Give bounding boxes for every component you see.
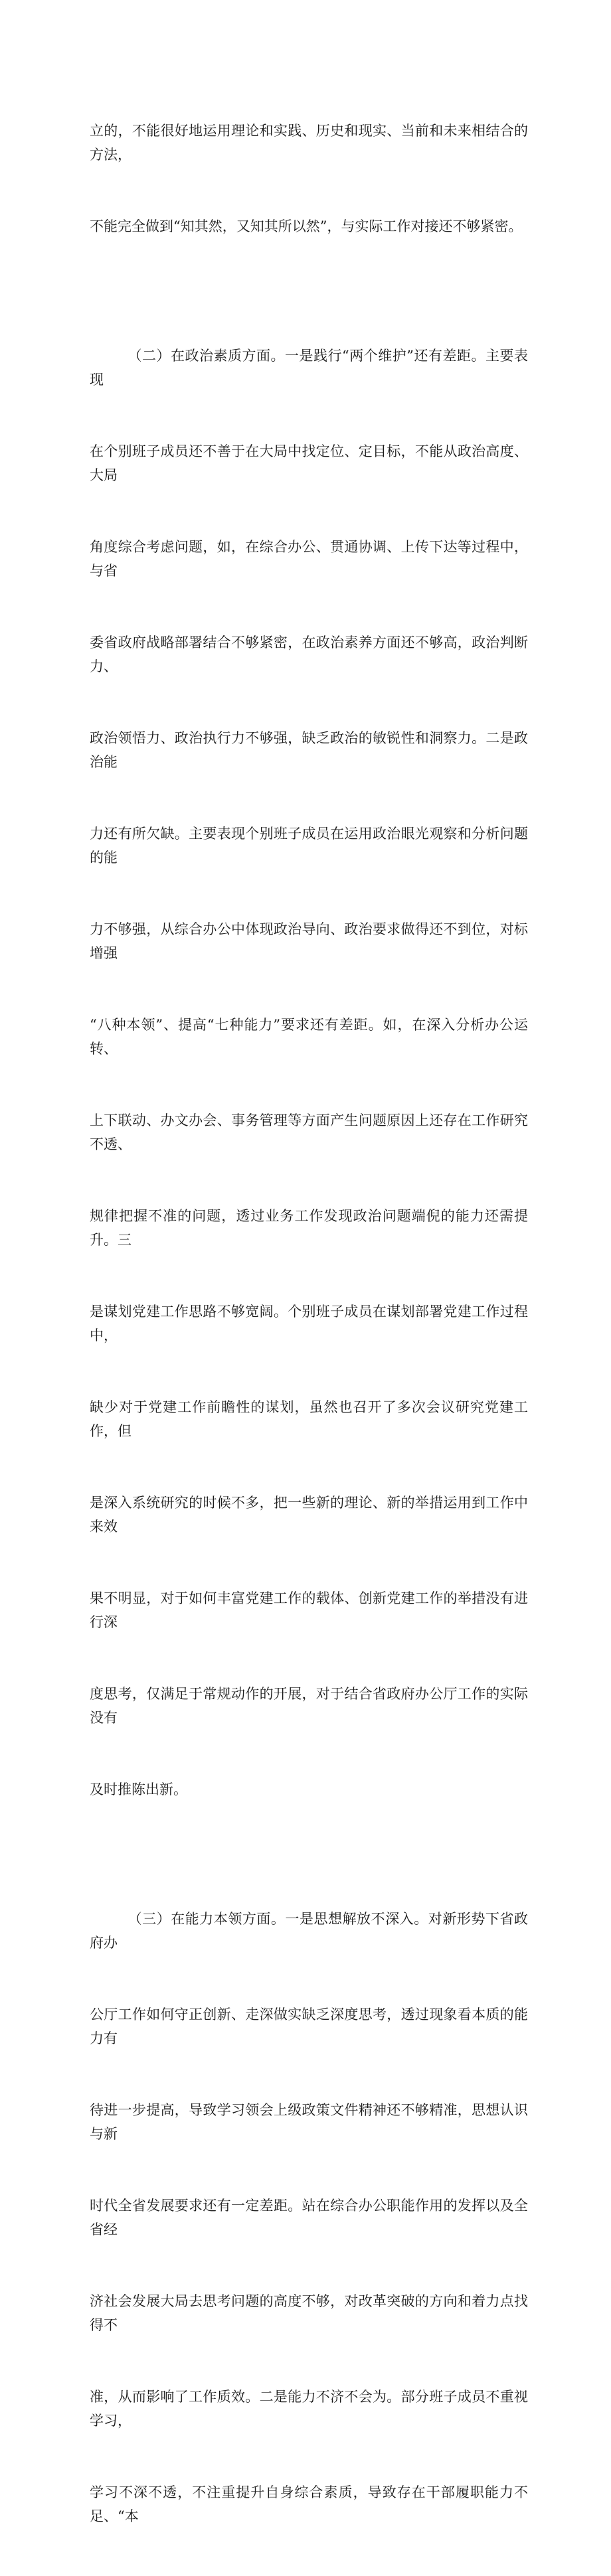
text-line: 公厅工作如何守正创新、走深做实缺乏深度思考，透过现象看本质的能力有 (90, 2007, 528, 2046)
paragraph-gap (90, 286, 528, 296)
text-line: 在个别班子成员还不善于在大局中找定位、定目标，不能从政治高度、大局 (90, 443, 528, 483)
paragraph-1 (90, 71, 528, 286)
text-line: （三）在能力本领方面。一是思想解放不深入。对新形势下省政府办 (90, 1911, 528, 1951)
text-line: 不能完全做到“知其然，又知其所以然”，与实际工作对接还不够紧密。 (90, 218, 523, 234)
text-line: 角度综合考虑问题，如，在综合办公、贯通协调、上传下达等过程中，与省 (90, 539, 528, 579)
paragraph-2 (90, 296, 528, 1849)
text-line: 力不够强，从综合办公中体现政治导向、政治要求做得还不到位，对标增强 (90, 921, 528, 961)
text-line: 缺少对于党建工作前瞻性的谋划，虽然也召开了多次会议研究党建工作，但 (90, 1399, 528, 1439)
text-line: 济社会发展大局去思考问题的高度不够，对改革突破的方向和着力点找得不 (90, 2293, 528, 2333)
text-line: 立的，不能很好地运用理论和实践、历史和现实、当前和未来相结合的方法， (90, 123, 528, 163)
text-line: 政治领悟力、政治执行力不够强，缺乏政治的敏锐性和洞察力。二是政治能 (90, 730, 528, 770)
text-line: 果不明显，对于如何丰富党建工作的载体、创新党建工作的举措没有进行深 (90, 1590, 528, 1630)
text-line: （二）在政治素质方面。一是践行“两个维护”还有差距。主要表现 (90, 348, 528, 388)
text-line: 委省政府战略部署结合不够紧密，在政治素养方面还不够高，政治判断力、 (90, 635, 528, 674)
text-line: 上下联动、办文办会、事务管理等方面产生问题原因上还存在工作研究不透、 (90, 1112, 528, 1152)
text-line: 待进一步提高，导致学习领会上级政策文件精神还不够精准，思想认识与新 (90, 2102, 528, 2142)
text-line: “八种本领”、提高“七种能力”要求还有差距。如，在深入分析办公运转、 (90, 1017, 528, 1057)
text-line: 度思考，仅满足于常规动作的开展，对于结合省政府办公厅工作的实际没有 (90, 1686, 528, 1726)
text-line: 规律把握不准的问题，透过业务工作发现政治问题端倪的能力还需提升。三 (90, 1208, 528, 1248)
paragraph-gap (90, 1849, 528, 1859)
paragraph-3 (90, 1859, 528, 2576)
text-line: 准，从而影响了工作质效。二是能力不济不会为。部分班子成员不重视学习， (90, 2389, 528, 2429)
document-body (90, 71, 528, 2576)
text-line: 力还有所欠缺。主要表现个别班子成员在运用政治眼光观察和分析问题的能 (90, 826, 528, 866)
text-line: 时代全省发展要求还有一定差距。站在综合办公职能作用的发挥以及全省经 (90, 2198, 528, 2237)
text-line: 及时推陈出新。 (90, 1781, 187, 1797)
text-line: 是谋划党建工作思路不够宽阔。个别班子成员在谋划部署党建工作过程中， (90, 1304, 528, 1343)
text-line: 是深入系统研究的时候不多，把一些新的理论、新的举措运用到工作中来效 (90, 1495, 528, 1535)
text-line: 学习不深不透，不注重提升自身综合素质，导致存在干部履职能力不足、“本 (90, 2484, 528, 2524)
